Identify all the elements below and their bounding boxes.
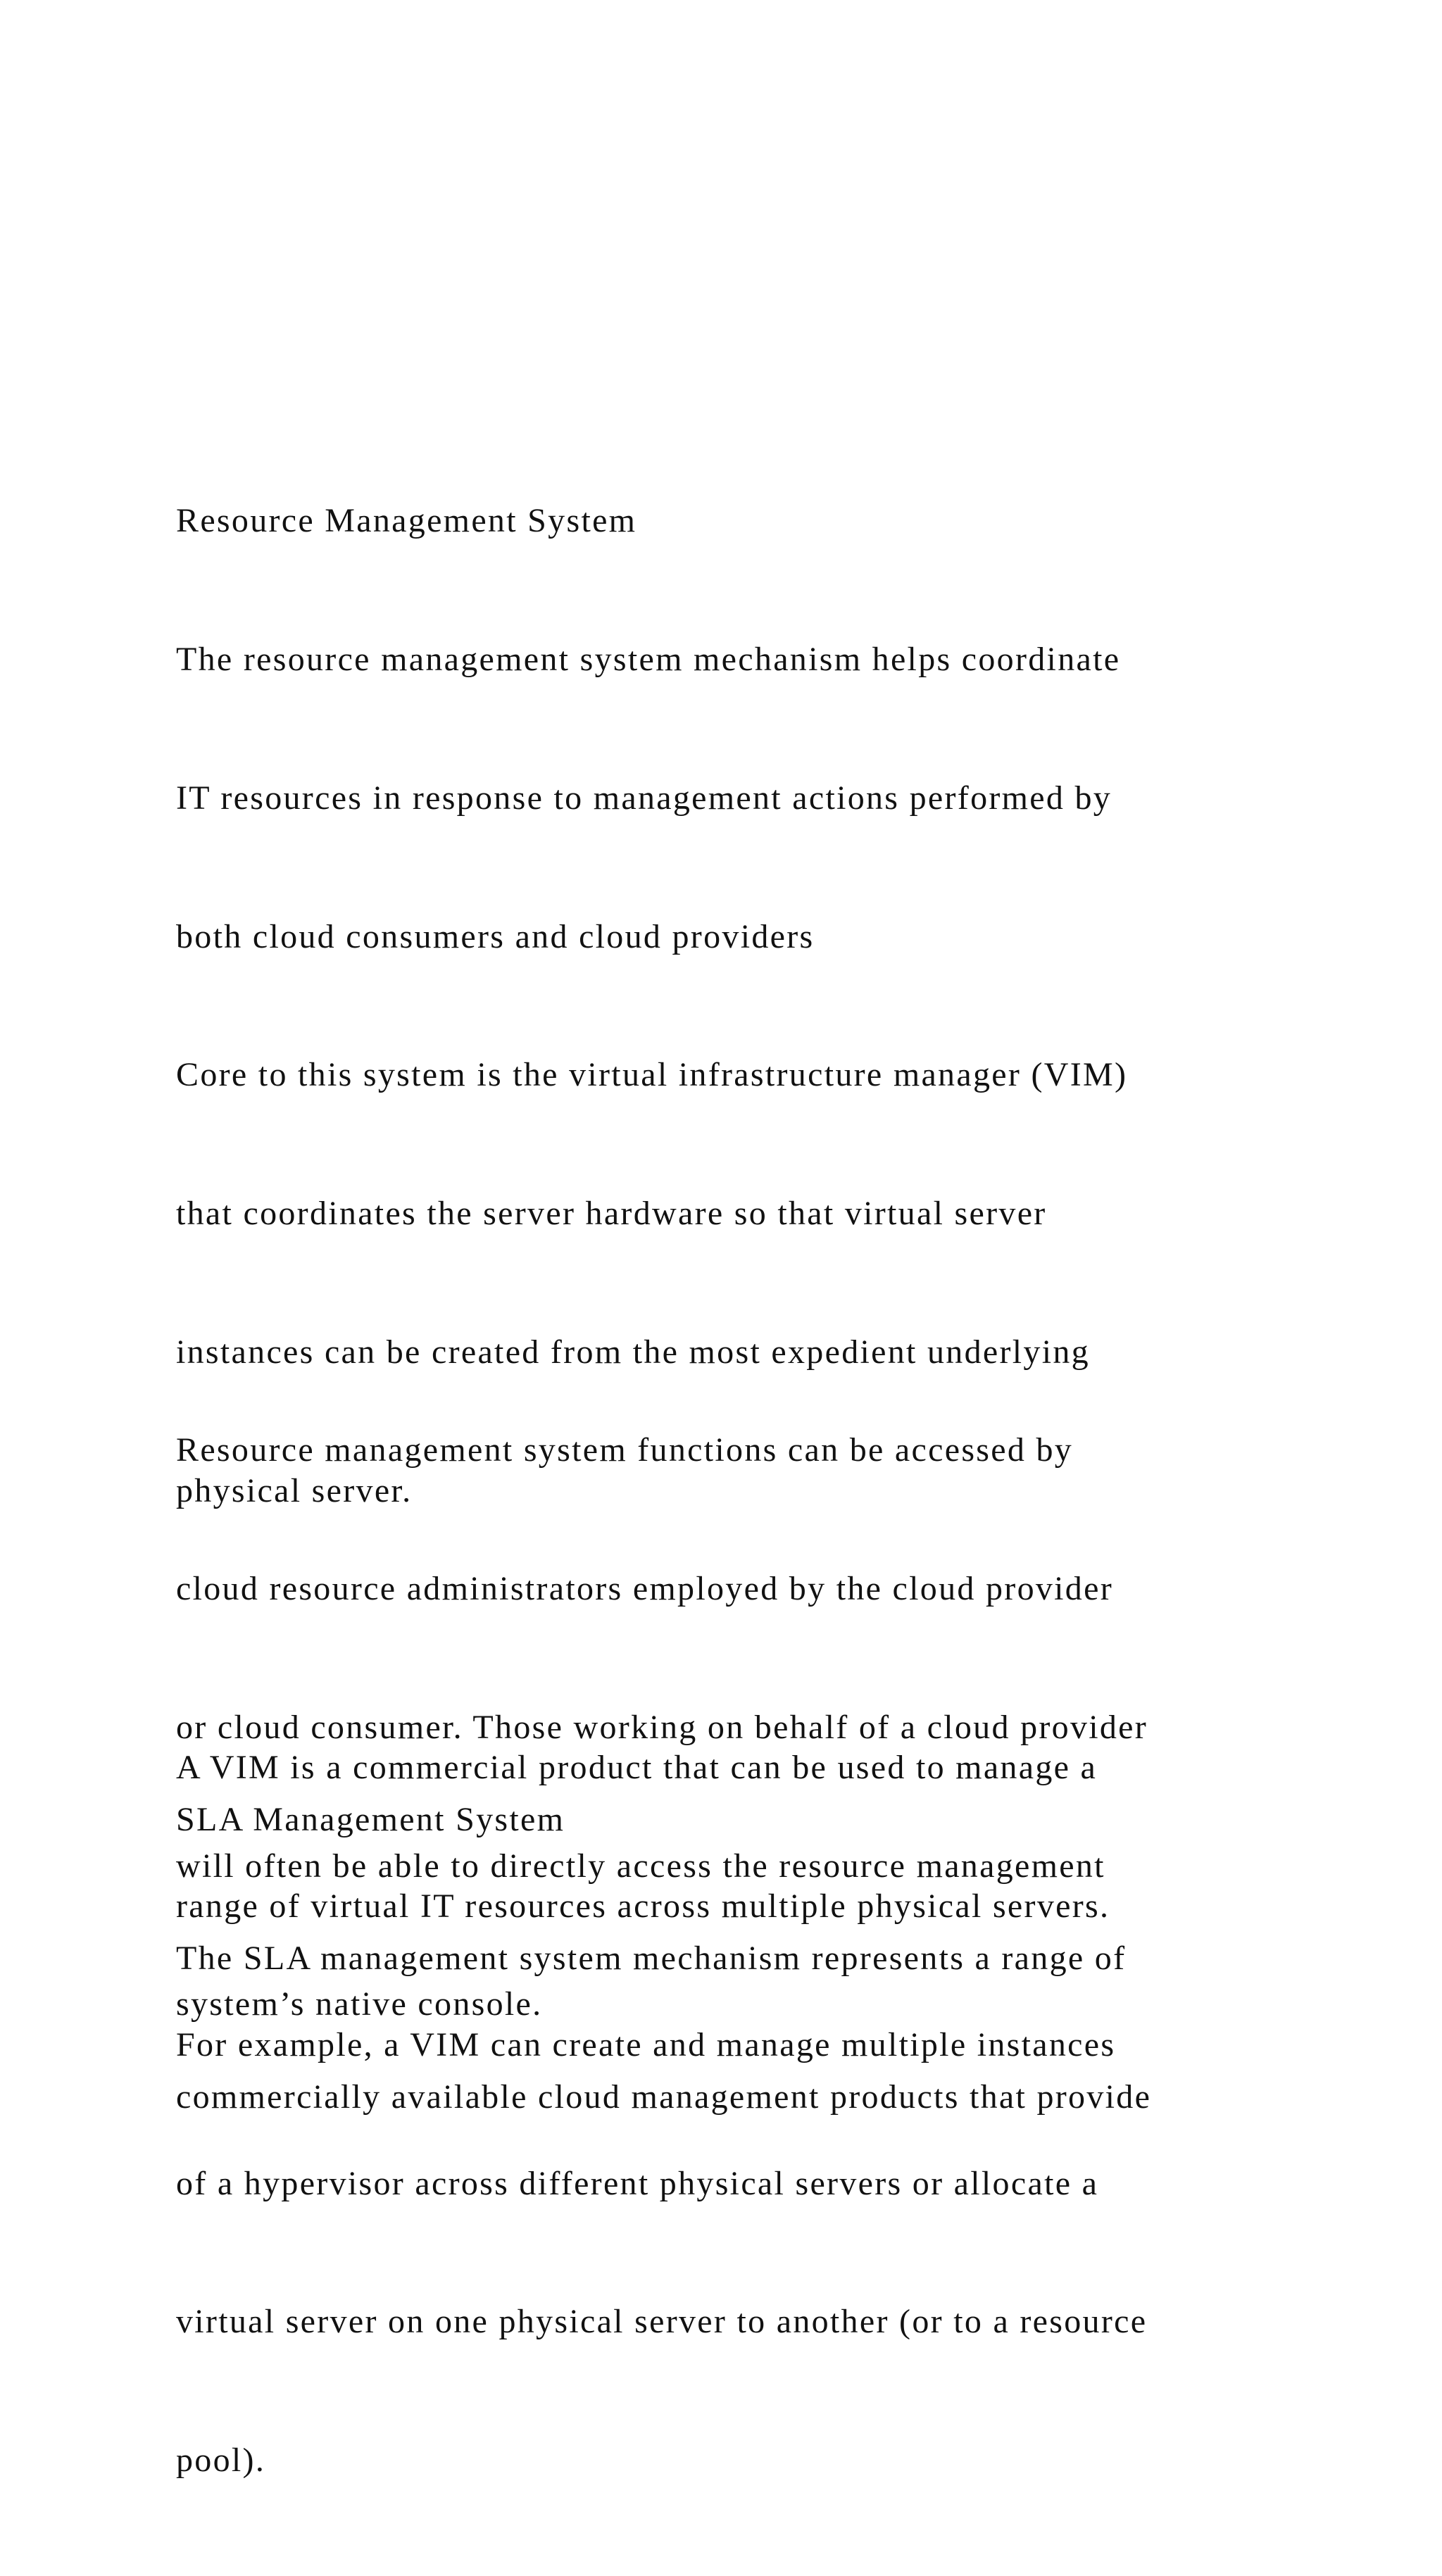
paragraph-line: both cloud consumers and cloud providers: [176, 917, 815, 955]
paragraph-line: instances can be created from the most expedient underlying: [176, 1333, 1090, 1371]
paragraph-line: of a hypervisor across different physical servers or allocate a: [176, 2164, 1099, 2202]
paragraph-line: that coordinates the server hardware so that virtual server: [176, 1195, 1047, 1233]
sla-management-section: [176, 1704, 1373, 2213]
paragraph-line: pool).: [176, 2442, 266, 2480]
paragraph-line: or cloud consumer. Those working on behalf of a cloud provider: [176, 1708, 1148, 1746]
section-heading-sla-management: SLA Management System: [176, 1801, 565, 1839]
paragraph-line: range of virtual IT resources across multiple physical servers.: [176, 1887, 1110, 1925]
paragraph-line: commercially available cloud management products that provide: [176, 2078, 1152, 2116]
paragraph-line: Resource management system functions can be accessed by: [176, 1431, 1074, 1469]
paragraph-line: virtual server on one physical server to another (or to a resource: [176, 2303, 1148, 2341]
paragraph-line: IT resources in response to management actions performed by: [176, 779, 1112, 817]
paragraph-line: Core to this system is the virtual infrastructure manager (VIM): [176, 1056, 1128, 1094]
paragraph-line: system’s native console.: [176, 1985, 543, 2023]
paragraph-line: A VIM is a commercial product that can be used to manage a: [176, 1749, 1098, 1787]
section-heading-resource-management: Resource Management System: [176, 502, 637, 540]
paragraph-line: The SLA management system mechanism represents a range of: [176, 1939, 1127, 1977]
paragraph-line: physical server.: [176, 1471, 413, 1509]
paragraph-line: For example, a VIM can create and manage multiple instances: [176, 2025, 1116, 2063]
paragraph-line: The resource management system mechanism helps coordinate: [176, 640, 1121, 678]
paragraph-line: cloud resource administrators employed by the cloud provider: [176, 1569, 1113, 1607]
paragraph-line: will often be able to directly access the resource management: [176, 1847, 1105, 1885]
